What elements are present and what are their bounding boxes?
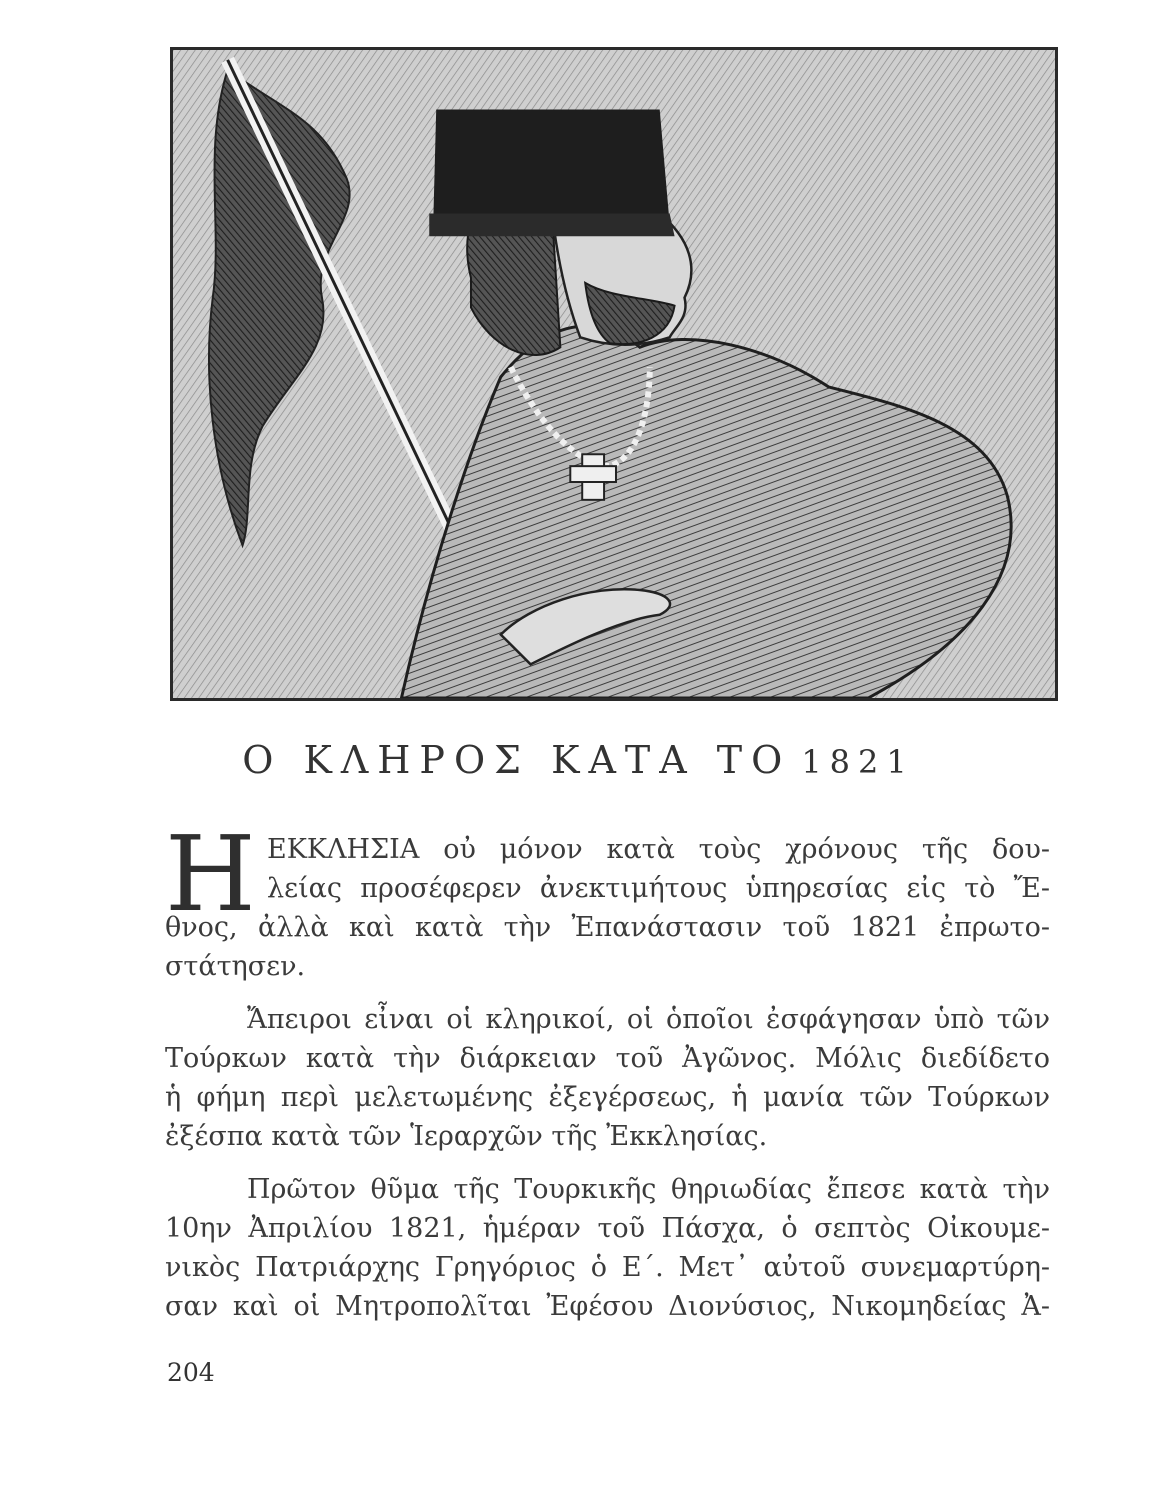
text-line: Πρῶτον θῦμα τῆς Τουρκικῆς θηριωδίας ἔπεσε κατὰ τὴν <box>247 1174 1050 1205</box>
text-line: ἐξέσπα κατὰ τῶν Ἱεραρχῶν τῆς Ἐκκλησίας. <box>165 1121 768 1152</box>
text-line: ΕΚΚΛΗΣΙΑ οὐ μόνον κατὰ τοὺς χρόνους τῆς δου- <box>267 834 1050 865</box>
paragraph-2 <box>165 1000 1050 1156</box>
priest-with-banner-engraving <box>173 50 1055 698</box>
paragraph-3 <box>165 1170 1050 1326</box>
page-number: 204 <box>167 1358 215 1387</box>
chapter-title <box>0 738 1157 782</box>
drop-cap: Η <box>165 813 256 935</box>
chapter-title-year: 1821 <box>801 743 915 781</box>
chapter-title-text: Ο ΚΛΗΡΟΣ ΚΑΤΑ ΤΟ <box>242 738 792 782</box>
text-line: θνος, ἀλλὰ καὶ κατὰ τὴν Ἐπανάστασιν τοῦ 1821 ἐπρωτο- <box>165 912 1050 943</box>
text-line: λείας προσέφερεν ἀνεκτιμήτους ὑπηρεσίας εἰς τὸ Ἔ- <box>267 873 1050 904</box>
text-line: νικὸς Πατριάρχης Γρηγόριος ὁ Ε΄. Μετ᾽ αὐτοῦ συνεμαρτύρη- <box>165 1252 1050 1283</box>
engraving-image <box>170 47 1058 701</box>
text-line: στάτησεν. <box>165 951 306 982</box>
text-line: σαν καὶ οἱ Μητροπολῖται Ἐφέσου Διονύσιος, Νικομηδείας Ἀ- <box>165 1291 1050 1322</box>
paragraph-1 <box>165 813 1050 986</box>
text-line: Τούρκων κατὰ τὴν διάρκειαν τοῦ Ἀγῶνος. Μόλις διεδίδετο <box>165 1043 1050 1074</box>
text-line: 10ην Ἀπριλίου 1821, ἡμέραν τοῦ Πάσχα, ὁ σεπτὸς Οἰκουμε- <box>165 1213 1050 1244</box>
text-line: Ἄπειροι εἶναι οἱ κληρικοί, οἱ ὁποῖοι ἐσφάγησαν ὑπὸ τῶν <box>247 1004 1050 1035</box>
text-line: ἡ φήμη περὶ μελετωμένης ἐξεγέρσεως, ἡ μανία τῶν Τούρκων <box>165 1082 1050 1113</box>
